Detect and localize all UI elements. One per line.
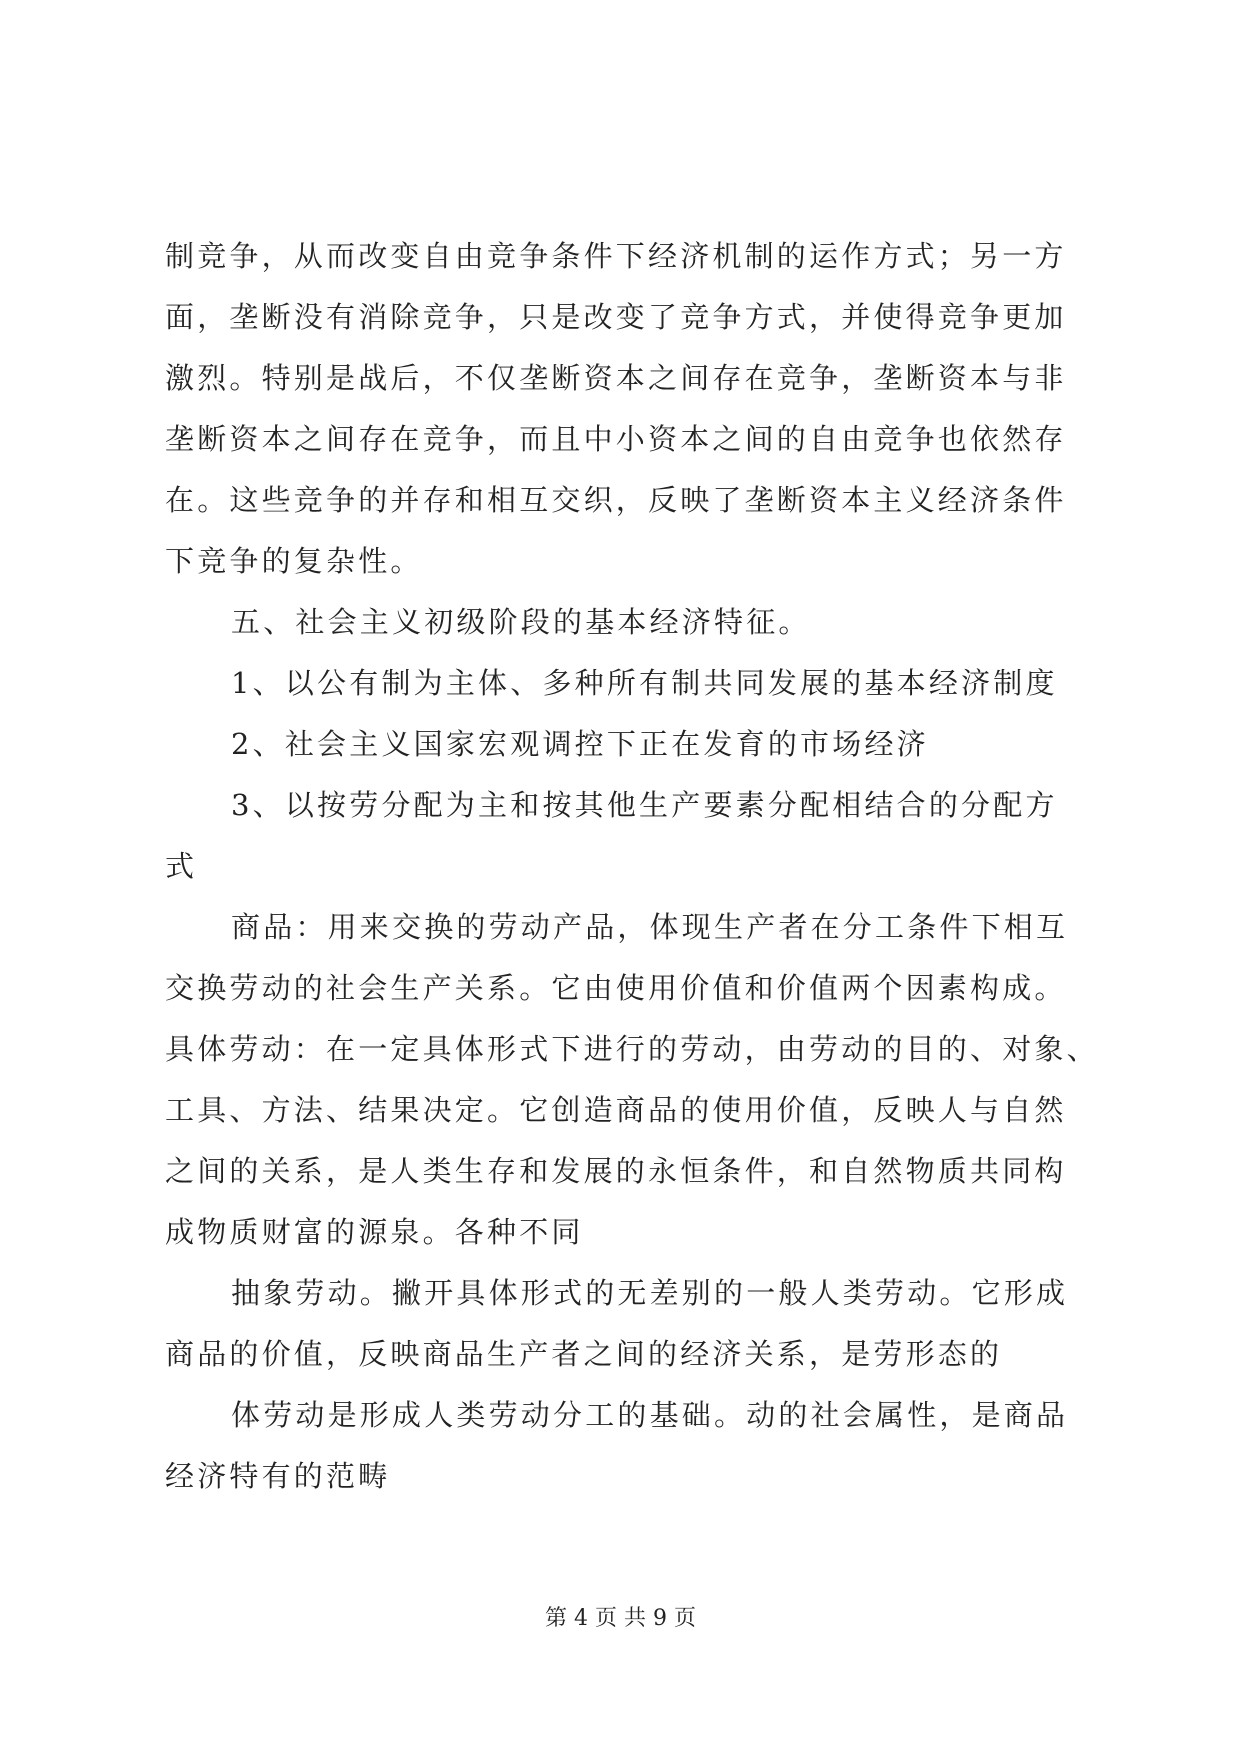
text-line: 体劳动是形成人类劳动分工的基础。动的社会属性，是商品 <box>231 1398 1069 1432</box>
text-line: 之间的关系，是人类生存和发展的永恒条件，和自然物质共同构 <box>165 1154 1067 1188</box>
text-line: 经济特有的范畴 <box>165 1459 391 1493</box>
section-heading: 五、社会主义初级阶段的基本经济特征。 <box>231 605 811 639</box>
text-line: 成物质财富的源泉。各种不同 <box>165 1215 584 1249</box>
text-line: 制竞争，从而改变自由竞争条件下经济机制的运作方式；另一方 <box>165 239 1067 273</box>
list-item: 1、以公有制为主体、多种所有制共同发展的基本经济制度 <box>231 666 1058 700</box>
text-line: 垄断资本之间存在竞争，而且中小资本之间的自由竞争也依然存 <box>165 422 1067 456</box>
text-line: 在。这些竞争的并存和相互交织，反映了垄断资本主义经济条件 <box>165 483 1067 517</box>
definition-line: 抽象劳动。撇开具体形式的无差别的一般人类劳动。它形成 <box>231 1276 1069 1310</box>
text-line: 交换劳动的社会生产关系。它由使用价值和价值两个因素构成。 <box>165 971 1067 1005</box>
text-line: 激烈。特别是战后，不仅垄断资本之间存在竞争，垄断资本与非 <box>165 361 1067 395</box>
text-line: 下竞争的复杂性。 <box>165 544 423 578</box>
text-line: 面，垄断没有消除竞争，只是改变了竞争方式，并使得竞争更加 <box>165 300 1067 334</box>
page-number-footer: 第 4 页 共 9 页 <box>545 1606 696 1631</box>
text-line: 商品的价值，反映商品生产者之间的经济关系，是劳形态的 <box>165 1337 1003 1371</box>
body-text <box>165 226 1099 1507</box>
definition-line: 具体劳动：在一定具体形式下进行的劳动，由劳动的目的、对象、 <box>165 1032 1099 1066</box>
definition-line: 商品：用来交换的劳动产品，体现生产者在分工条件下相互 <box>231 910 1069 944</box>
text-line: 工具、方法、结果决定。它创造商品的使用价值，反映人与自然 <box>165 1093 1067 1127</box>
text-line: 式 <box>165 849 198 883</box>
list-item: 3、以按劳分配为主和按其他生产要素分配相结合的分配方 <box>231 788 1058 822</box>
list-item: 2、社会主义国家宏观调控下正在发育的市场经济 <box>231 727 929 761</box>
